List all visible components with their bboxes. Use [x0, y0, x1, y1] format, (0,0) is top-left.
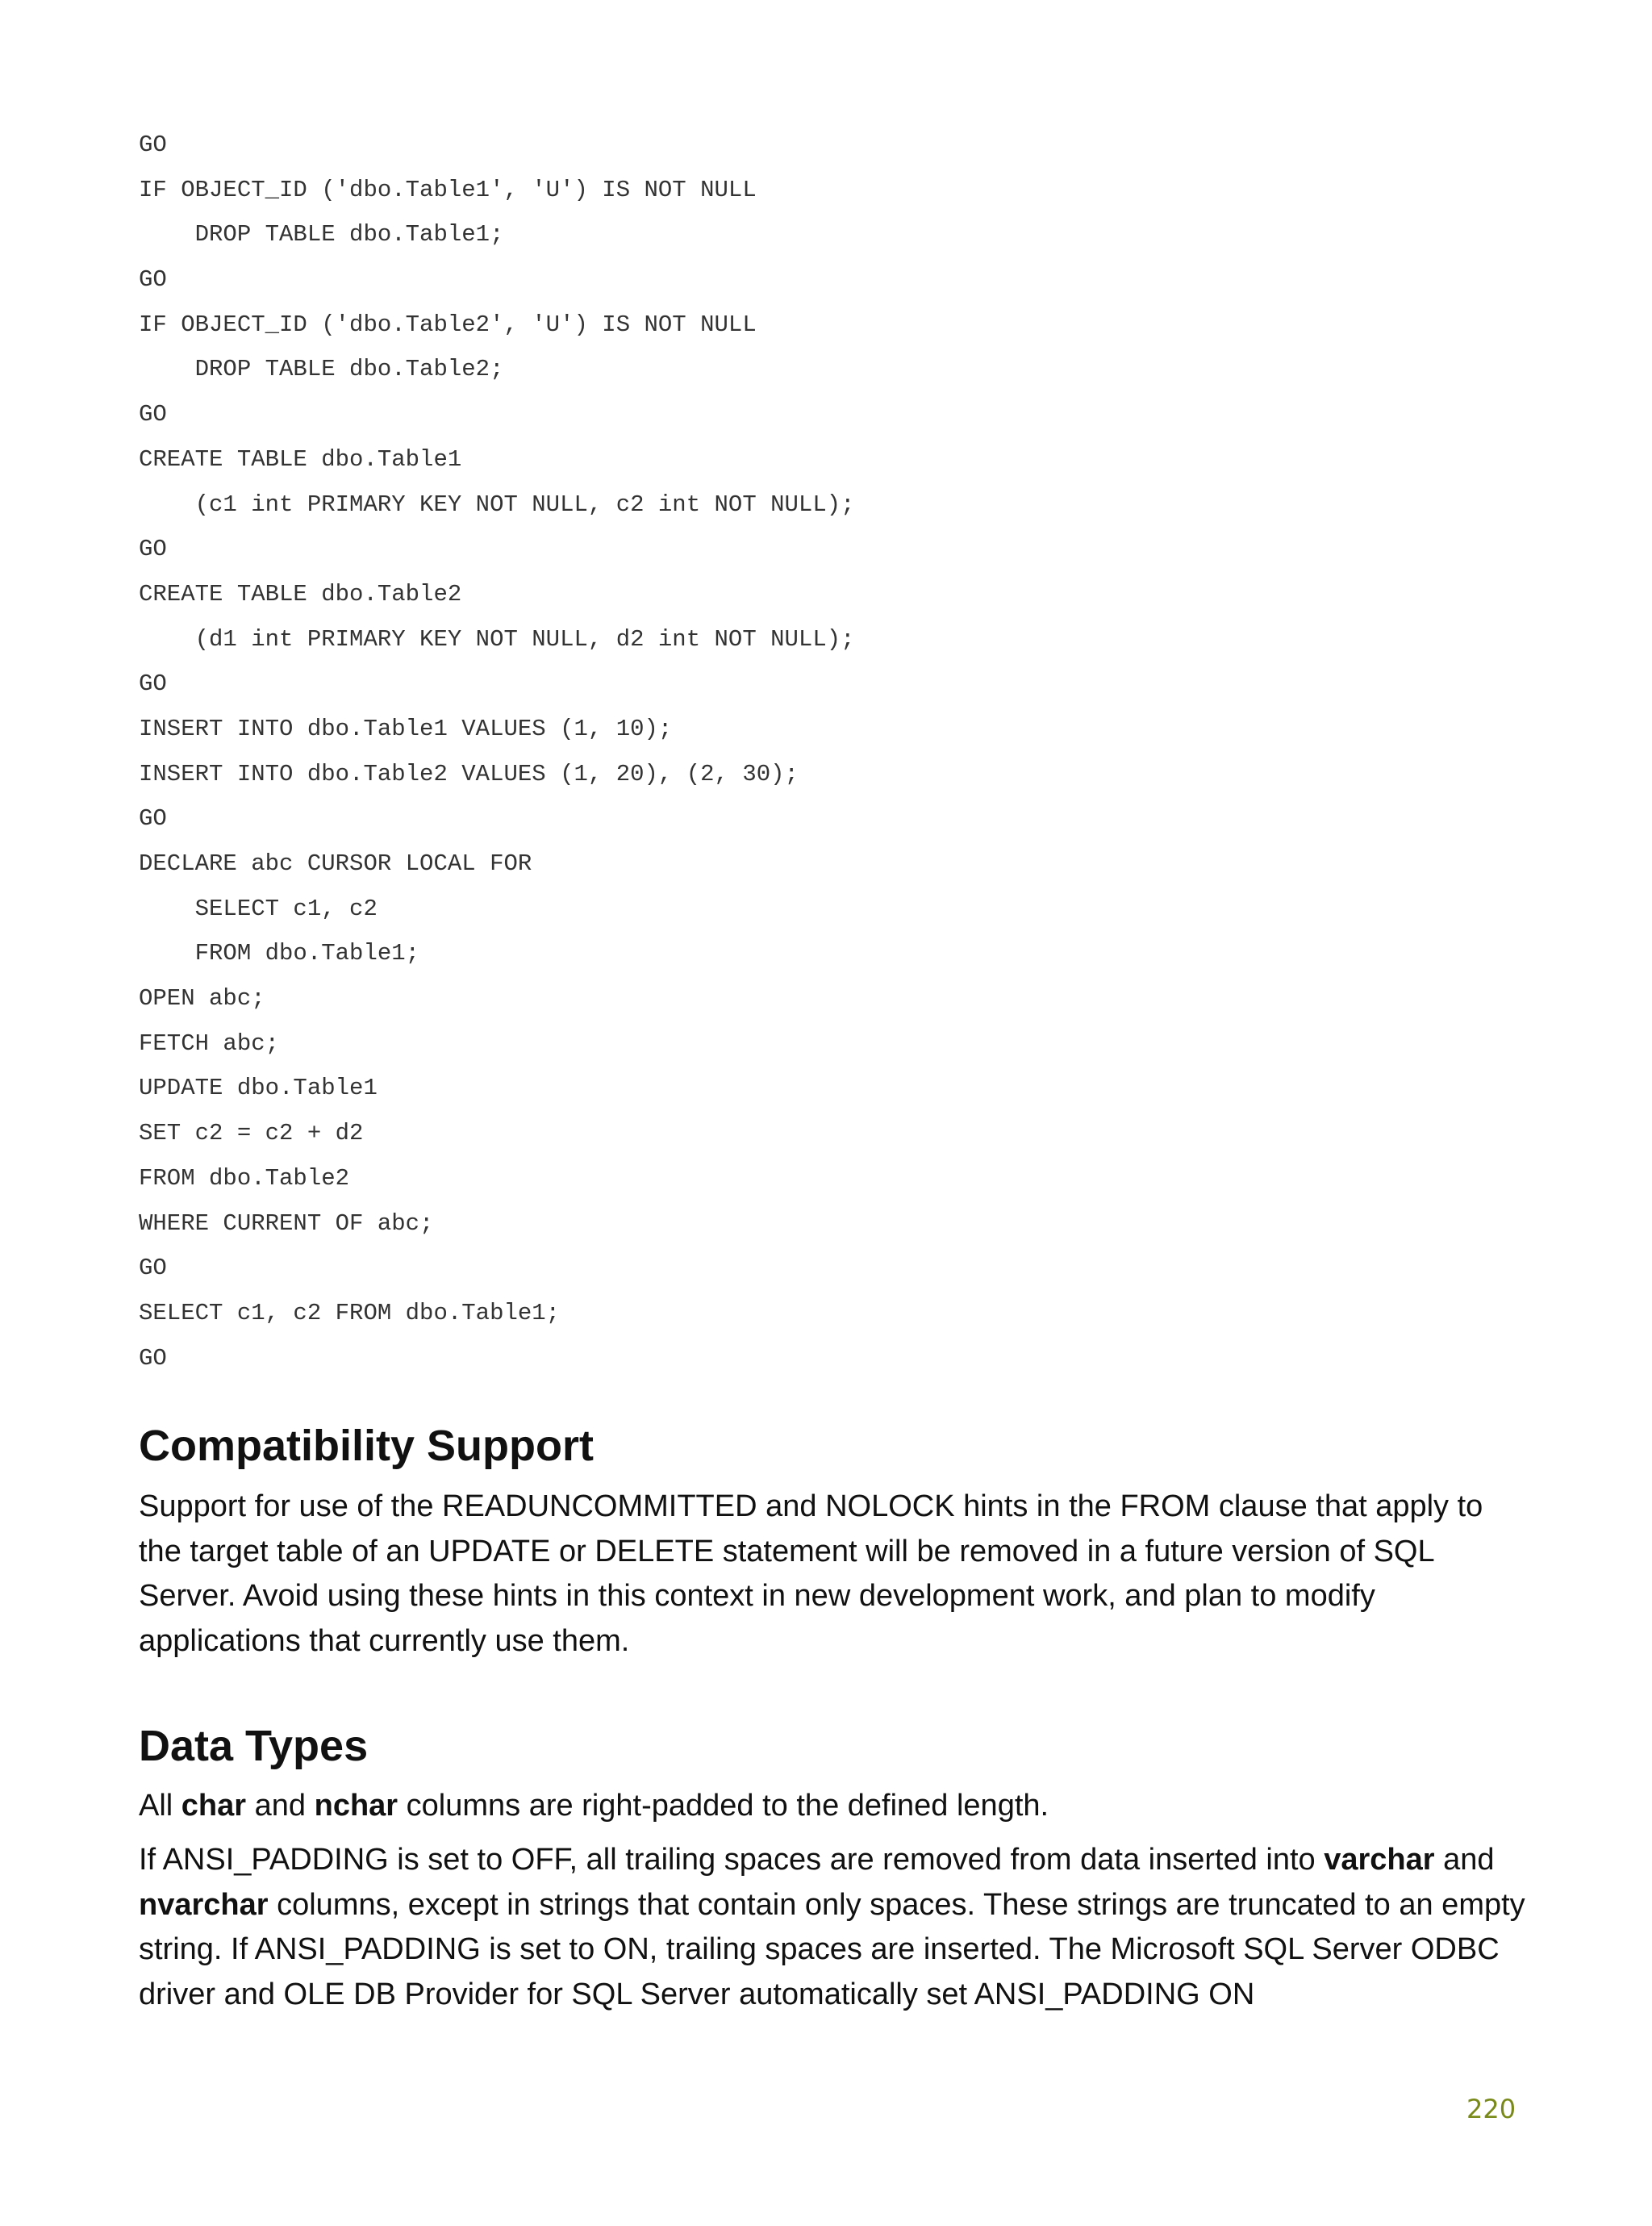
- text-run: columns, except in strings that contain only spaces. These strings are truncated to an empty string. If ANSI_PADDING is set to ON, trailing spaces are inserted. The Microsoft SQL Server ODBC driver and OLE DB Provider for SQL Server automatically set ANSI_PADDING ON: [139, 1887, 1525, 2011]
- compatibility-heading: Compatibility Support: [139, 1422, 594, 1470]
- code-line: IF OBJECT_ID ('dbo.Table1', 'U') IS NOT NULL: [139, 176, 757, 203]
- code-line: GO: [139, 266, 167, 294]
- code-line: CREATE TABLE dbo.Table2: [139, 580, 462, 608]
- code-line: SET c2 = c2 + d2: [139, 1120, 364, 1147]
- keyword-nchar: nchar: [314, 1789, 398, 1823]
- code-line: GO: [139, 670, 167, 698]
- code-line: DECLARE abc CURSOR LOCAL FOR: [139, 850, 532, 877]
- keyword-char: char: [181, 1789, 247, 1823]
- code-line: GO: [139, 1255, 167, 1282]
- code-line: CREATE TABLE dbo.Table1: [139, 445, 462, 473]
- data-types-heading: Data Types: [139, 1722, 369, 1770]
- code-line: GO: [139, 132, 167, 158]
- code-line: GO: [139, 401, 167, 428]
- code-line: WHERE CURRENT OF abc;: [139, 1209, 434, 1237]
- code-line: (c1 int PRIMARY KEY NOT NULL, c2 int NOT NULL);: [139, 491, 855, 518]
- code-listing: [139, 126, 1510, 1384]
- text-run: All: [139, 1789, 181, 1823]
- code-line: FETCH abc;: [139, 1029, 280, 1057]
- keyword-nvarchar: nvarchar: [139, 1887, 269, 1922]
- code-line: GO: [139, 536, 167, 563]
- code-line: INSERT INTO dbo.Table1 VALUES (1, 10);: [139, 715, 673, 742]
- code-line: UPDATE dbo.Table1: [139, 1075, 378, 1102]
- code-line: OPEN abc;: [139, 985, 265, 1013]
- code-line: DROP TABLE dbo.Table2;: [139, 356, 504, 383]
- code-line: SELECT c1, c2 FROM dbo.Table1;: [139, 1299, 561, 1326]
- text-run: If ANSI_PADDING is set to OFF, all trailing spaces are removed from data inserted into: [139, 1843, 1325, 1877]
- code-line: GO: [139, 1344, 167, 1372]
- code-line: FROM dbo.Table2: [139, 1164, 350, 1192]
- code-line: DROP TABLE dbo.Table1;: [139, 221, 504, 248]
- code-line: GO: [139, 805, 167, 833]
- data-types-paragraph-2: [139, 1838, 1526, 2017]
- code-line: IF OBJECT_ID ('dbo.Table2', 'U') IS NOT NULL: [139, 311, 757, 338]
- keyword-varchar: varchar: [1324, 1843, 1435, 1877]
- text-run: and: [246, 1789, 315, 1823]
- code-line: FROM dbo.Table1;: [139, 940, 420, 967]
- code-line: SELECT c1, c2: [139, 895, 378, 922]
- text-run: columns are right-padded to the defined length.: [398, 1789, 1049, 1823]
- page-number: 220: [1466, 2094, 1516, 2124]
- code-line: INSERT INTO dbo.Table2 VALUES (1, 20), (2, 30);: [139, 760, 799, 787]
- text-run: and: [1434, 1843, 1495, 1877]
- data-types-paragraph-1: [139, 1784, 1526, 1829]
- code-line: (d1 int PRIMARY KEY NOT NULL, d2 int NOT NULL);: [139, 625, 855, 653]
- compatibility-paragraph: Support for use of the READUNCOMMITTED and NOLOCK hints in the FROM clause that apply to the target table of an UPDATE or DELETE statement will be removed in a future version of SQL Server. Avoid using these hints in this context in new development work, and plan to modify applications that currently use them.: [139, 1489, 1483, 1658]
